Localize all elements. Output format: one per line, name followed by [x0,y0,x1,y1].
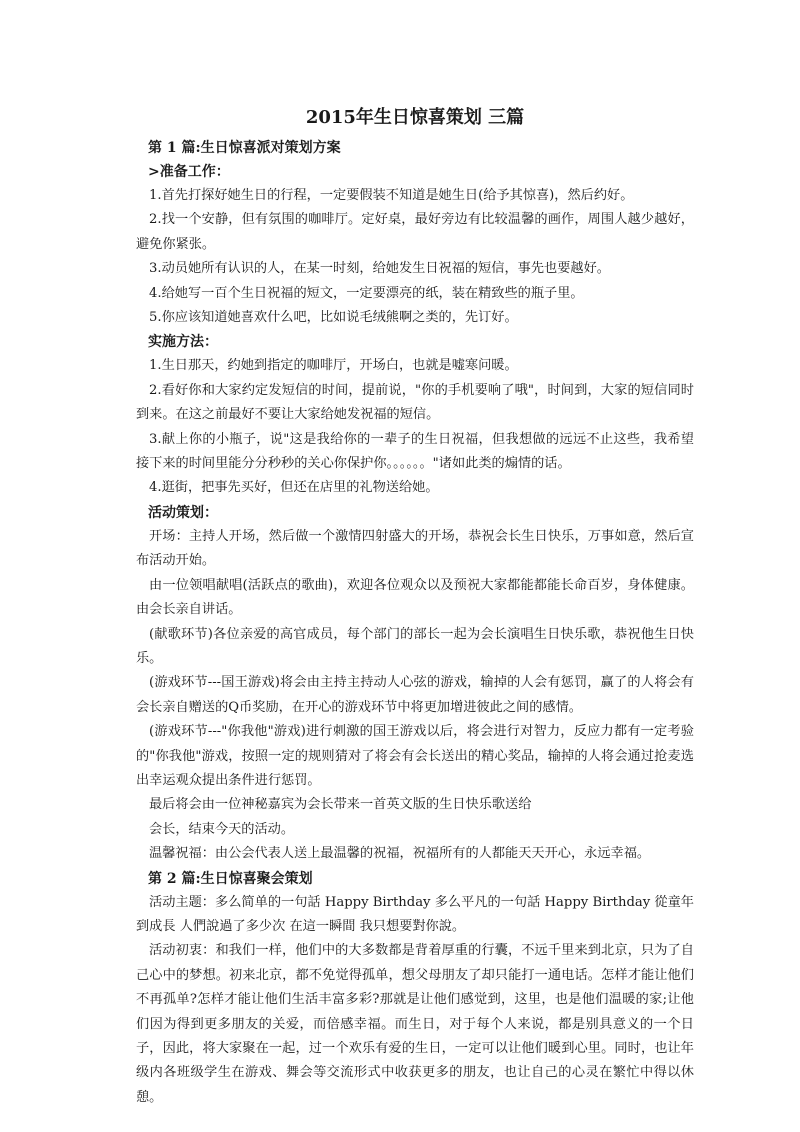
prep-item-3: 3.动员她所有认识的人，在某一时刻，给她发生日祝福的短信，事先也要越好。 [149,261,610,277]
method-heading: 实施方法： [148,334,218,351]
activity-item-opening: 开场：主持人开场，然后做一个激情四射盛大的开场，恭祝会长生日快乐，万事如意，然后宣布活动开始。 [136,528,694,569]
part1-heading: 第 1 篇:生日惊喜派对策划方案 [148,140,341,156]
activity-item-you-me-him-game: (游戏环节---"你我他"游戏)进行刺激的国王游戏以后，将会进行对智力，反应力都有一定考验的"你我他"游戏，按照一定的规则猜对了将会有会长送出的精心奖品，输掉的人将会通过抢麦选出幸运观众提出条件进行惩罚。 [136,724,694,788]
prep-item-4: 4.给她写一百个生日祝福的短文，一定要漂亮的纸，装在精致些的瓶子里。 [149,285,584,301]
part2-heading: 第 2 篇:生日惊喜聚会策划 [148,870,313,887]
document-title: 2015年生日惊喜策划 三篇 [305,107,525,128]
prep-heading: >准备工作： [148,164,230,180]
prep-item-5: 5.你应该知道她喜欢什么吧，比如说毛绒熊啊之类的，先订好。 [149,310,518,326]
activity-item-lead-singer: 由一位领唱献唱(活跃点的歌曲)，欢迎各位观众以及预祝大家都能都能长命百岁，身体健康。 由会长亲自讲话。 [136,577,694,618]
activity-heading: 活动策划： [148,504,218,521]
method-item-3: 3.献上你的小瓶子，说"这是我给你的一辈子的生日祝福，但我想做的远远不止这些，我希望接下来的时间里能分分秒秒的关心你保护你。。。。。。"诸如此类的煽情的话。 [136,431,694,472]
activity-item-blessing: 温馨祝福：由公会代表人送上最温馨的祝福，祝福所有的人都能天天开心，永远幸福。 [149,846,651,862]
part2-intent: 活动初衷：和我们一样，他们中的大多数都是背着厚重的行囊，不远千里来到北京，只为了自己心中的梦想。初来北京，都不免觉得孤单，想父母朋友了却只能打一通电话。怎样才能让他们不再孤单?怎样才能让他们生活丰富多彩?那就是让他们感觉到，这里，也是他们温暖的家;让他们因为得到更多朋友的关爱，而倍感幸福。而生日，对于每个人来说，都是别具意义的一个日子，因此，将大家聚在一起，过一个欢乐有爱的生日，一定可以让他们暖到心里。同时，也让年级内各班级学生在游戏、舞会等交流形式中收获更多的朋友，也让自己的心灵在繁忙中得以休憩。 [136,943,694,1105]
method-item-2: 2.看好你和大家约定发短信的时间，提前说，"你的手机要响了哦"，时间到，大家的短信同时到来。在这之前最好不要让大家给她发祝福的短信。 [136,382,694,423]
method-item-1: 1.生日那天，约她到指定的咖啡厅，开场白，也就是嘘寒问暖。 [149,358,518,374]
prep-item-1: 1.首先打探好她生日的行程，一定要假装不知道是她生日(给予其惊喜)，然后约好。 [149,188,634,203]
method-item-4: 4.逛街，把事先买好，但还在店里的礼物送给她。 [149,480,439,496]
activity-item-closing: 会长，结束今天的活动。 [149,821,295,837]
prep-item-2: 2.找一个安静，但有氛围的咖啡厅。定好桌，最好旁边有比较温馨的画作，周围人越少越好，避免你紧张。 [136,212,694,252]
activity-item-king-game: (游戏环节---国王游戏)将会由主持主持动人心弦的游戏，输掉的人会有惩罚，赢了的人将会有会长亲自赠送的Q币奖励，在开心的游戏环节中将更加增进彼此之间的感情。 [136,675,694,715]
activity-item-mystery-guest: 最后将会由一位神秘嘉宾为会长带来一首英文版的生日快乐歌送给 [149,797,532,813]
part2-theme: 活动主题：多么简单的一句話 Happy Birthday 多么平凡的一句話 Happy Birthday 從童年到成長 人們說過了多少次 在這一瞬間 我只想要對你說。 [136,894,694,934]
activity-item-song: (献歌环节)各位亲爱的高官成员，每个部门的部长一起为会长演唱生日快乐歌，恭祝他生日快乐。 [136,626,694,666]
